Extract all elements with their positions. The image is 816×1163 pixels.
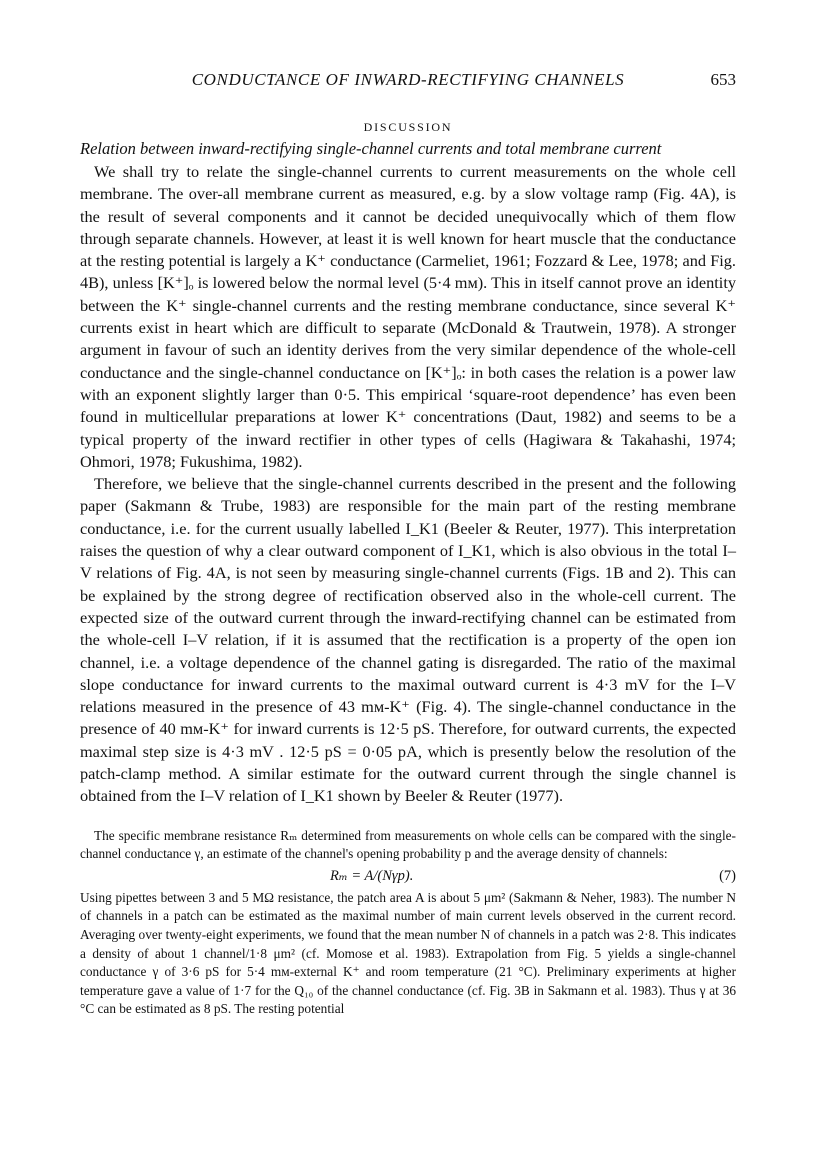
small-print-paragraph: The specific membrane resistance Rₘ determined from measurements on whole cells can be compared with the single-channel conductance γ, an estimate of the channel's opening probability p and the average density of channels: — [80, 827, 736, 862]
equation: Rₘ = A/(Nγp). — [330, 867, 414, 884]
section-heading: DISCUSSION — [363, 120, 453, 134]
equation-row — [80, 865, 736, 887]
small-print-paragraph: Using pipettes between 3 and 5 MΩ resistance, the patch area A is about 5 μm² (Sakmann & Neher, 1983). The number N of channels in a patch can be estimated as the maximal number of main current levels observed in the current record. Averaging over twenty-eight experiments, we found that the mean number N of channels in a patch was 2·8. This indicates a density of about 1 channel/1·8 μm² (cf. Momose et al. 1983). Extrapolation from Fig. 5 yields a single-channel conductance γ of 3·6 pS for 5·4 mᴍ-external K⁺ and room temperature (21 °C). Preliminary experiments at higher temperature gave a value of 1·7 for the Q₁₀ of the channel conductance (cf. Fig. 3B in Sakmann et al. 1983). Thus γ at 36 °C can be estimated as 8 pS. The resting potential — [80, 889, 736, 1017]
running-head — [80, 70, 736, 96]
running-title: CONDUCTANCE OF INWARD-RECTIFYING CHANNELS — [191, 70, 625, 89]
body-paragraph: Therefore, we believe that the single-channel currents described in the present and the following paper (Sakmann & Trube, 1983) are responsible for the main part of the resting membrane conductance, i.e. for the current usually labelled I_K1 (Beeler & Reuter, 1977). This interpretation raises the question of why a clear outward component of I_K1, which is also obvious in the total I–V relations of Fig. 4A, is not seen by measuring single-channel currents (Figs. 1B and 2). This can be explained by the strong degree of rectification observed also in the whole-cell current. The expected size of the outward current through the inward-rectifying channel can be estimated from the whole-cell I–V relation, if it is assumed that the rectification is a property of the open ion channel, i.e. a voltage dependence of the channel gating is disregarded. The ratio of the maximal slope conductance for inward currents to the maximal outward current is 4·3 mV for the I–V relations measured in the presence of 43 mᴍ-K⁺ (Fig. 4). The single-channel conductance in the presence of 40 mᴍ-K⁺ for inward currents is 12·5 pS. Therefore, for outward currents, the expected maximal step size is 4·3 mV . 12·5 pS = 0·05 pA, which is presently below the resolution of the patch-clamp method. A similar estimate for the outward current through the single channel is obtained from the I–V relation of I_K1 shown by Beeler & Reuter (1977). — [80, 474, 736, 806]
subsection-heading: Relation between inward-rectifying single-channel currents and total membrane current — [80, 139, 662, 158]
journal-page — [80, 70, 736, 1019]
equation-number: (7) — [719, 867, 736, 884]
page-number: 653 — [710, 70, 736, 89]
body-paragraph: We shall try to relate the single-channel currents to current measurements on the whole cell membrane. The over-all membrane current as measured, e.g. by a slow voltage ramp (Fig. 4A), is the result of several components and it cannot be decided unequivocally which of them flow through separate channels. However, at least it is well known for heart muscle that the conductance at the resting potential is largely a K⁺ conductance (Carmeliet, 1961; Fozzard & Lee, 1978; and Fig. 4B), unless [K⁺]ₒ is lowered below the normal level (5·4 mᴍ). This in itself cannot prove an identity between the K⁺ single-channel currents and the resting membrane conductance, since several K⁺ currents exist in heart which are difficult to separate (McDonald & Trautwein, 1978). A stronger argument in favour of such an identity derives from the very similar dependence of the whole-cell conductance and the single-channel conductance on [K⁺]ₒ: in both cases the relation is a power law with an exponent slightly larger than 0·5. This empirical ‘square-root dependence’ has even been found in multicellular preparations at lower K⁺ concentrations (Daut, 1982) and seems to be a typical property of the inward rectifier in other types of cells (Hagiwara & Takahashi, 1974; Ohmori, 1978; Fukushima, 1982). — [80, 162, 736, 471]
